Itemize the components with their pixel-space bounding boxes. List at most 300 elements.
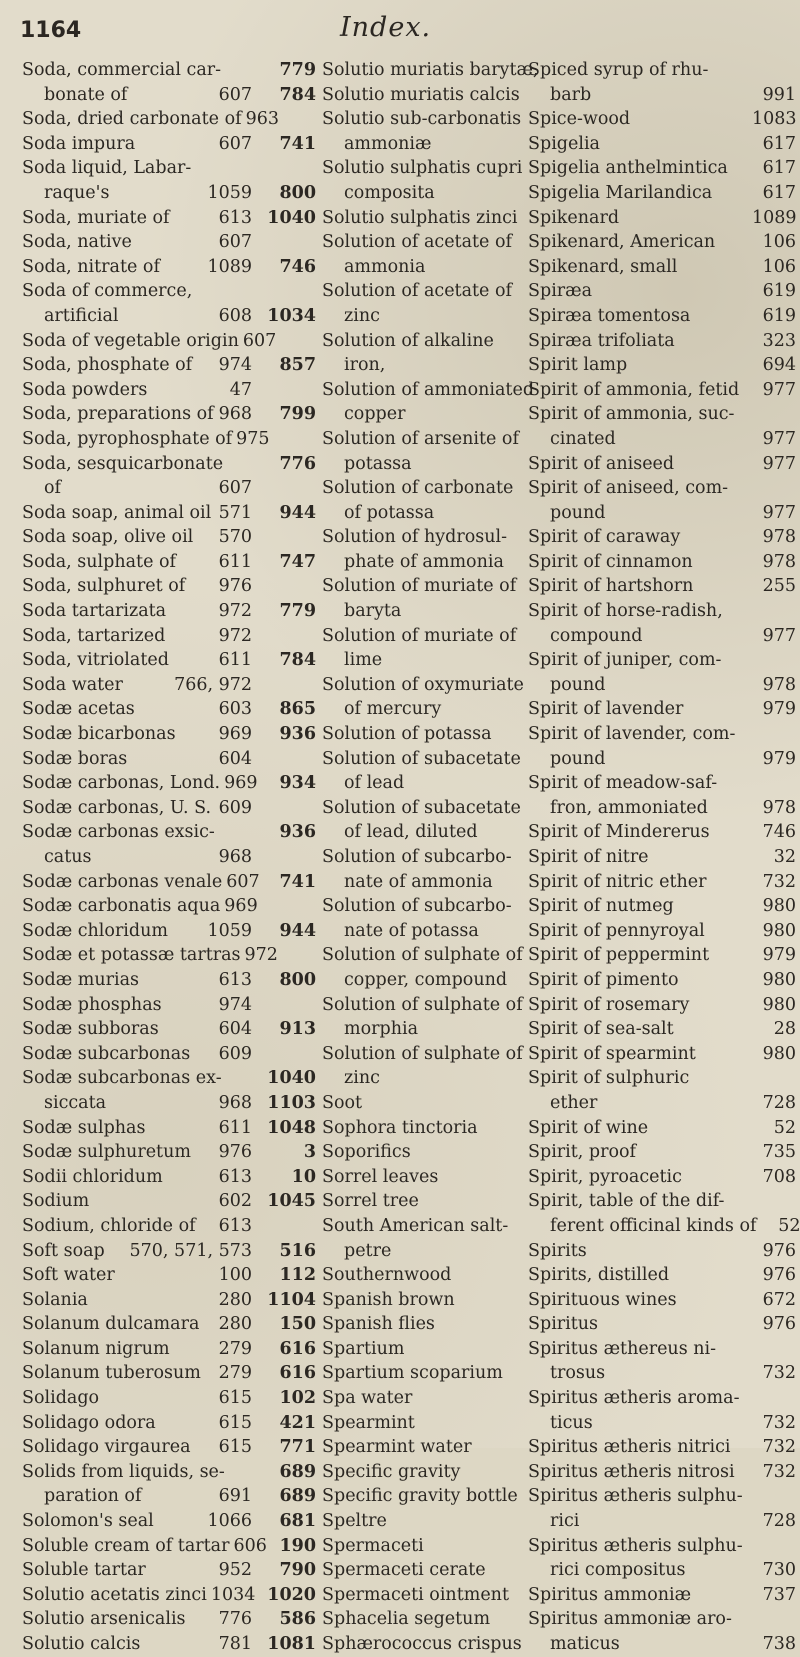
index-term: Solutio muriatis barytæ, <box>322 60 539 80</box>
index-page-ref: 516 <box>279 1240 316 1261</box>
index-page-ref: 968 <box>218 404 252 425</box>
index-term: Spiritus ætheris aroma- <box>528 1388 740 1409</box>
index-entry <box>22 304 252 329</box>
index-entry <box>22 279 252 304</box>
index-entry <box>22 943 278 968</box>
index-term: maticus <box>550 1634 620 1654</box>
index-term: Spiritus <box>528 1314 599 1335</box>
index-term: Spigelia <box>528 133 600 154</box>
index-entry <box>528 1607 796 1632</box>
index-entry <box>22 1534 267 1559</box>
index-term: barb <box>550 84 592 105</box>
index-entry <box>528 402 796 427</box>
index-entry <box>528 648 796 673</box>
index-page-ref: 1089 <box>752 207 797 228</box>
index-entry <box>22 1214 252 1239</box>
index-page-ref: 694 <box>762 355 796 376</box>
index-page-ref: 800 <box>279 969 316 990</box>
index-page-ref: 1083 <box>752 109 797 130</box>
index-page-ref: 746 <box>762 822 796 843</box>
index-page-ref: 613 <box>218 1215 252 1236</box>
index-term: Sodæ subcarbonas ex- <box>22 1068 222 1089</box>
index-entry <box>260 181 522 206</box>
index-entry <box>22 378 252 403</box>
index-page-ref <box>260 747 322 772</box>
index-entry <box>260 1116 522 1141</box>
index-entry <box>528 1484 796 1509</box>
index-entry <box>528 58 796 83</box>
index-page-ref: 976 <box>218 576 252 597</box>
index-term: morphia <box>344 1019 418 1040</box>
index-term: nate of potassa <box>344 920 479 941</box>
index-term: Solanum dulcamara <box>22 1314 200 1335</box>
index-entry <box>22 402 252 427</box>
index-page-ref: 974 <box>218 355 252 376</box>
index-term: baryta <box>344 601 402 622</box>
index-term: Soluble tartar <box>22 1560 146 1581</box>
index-entry <box>22 1042 252 1067</box>
index-page-ref: 979 <box>762 699 796 720</box>
index-entry <box>528 1534 796 1559</box>
index-entry <box>22 1312 252 1337</box>
index-entry <box>22 476 252 501</box>
index-page-ref: 980 <box>762 920 796 941</box>
index-page-ref: 972 <box>244 945 278 966</box>
index-term: rici compositus <box>550 1560 686 1581</box>
index-page-ref <box>752 1386 796 1411</box>
index-entry <box>528 525 796 550</box>
index-entry <box>528 599 796 624</box>
index-entry <box>22 58 252 83</box>
index-entry <box>528 353 796 378</box>
index-term: Solutio sulphatis zinci <box>322 207 518 228</box>
index-entry <box>260 206 522 231</box>
index-page-ref: 604 <box>218 1019 252 1040</box>
index-term: Specific gravity bottle <box>322 1486 518 1507</box>
index-entry <box>260 1386 522 1411</box>
index-entry <box>260 1140 522 1165</box>
index-page-ref: 52 <box>778 1215 800 1236</box>
index-page-ref: 969 <box>224 896 258 917</box>
index-entry <box>260 156 522 181</box>
index-entry <box>260 1239 522 1264</box>
index-entry <box>260 1632 522 1657</box>
index-page-ref: 603 <box>218 699 252 720</box>
index-entry <box>528 1435 796 1460</box>
index-term: South American salt- <box>322 1215 509 1236</box>
index-term: Soda, muriate of <box>22 207 170 228</box>
index-page-ref: 980 <box>762 969 796 990</box>
index-entry <box>22 993 252 1018</box>
index-entry <box>528 1288 796 1313</box>
index-entry <box>528 1411 796 1436</box>
index-page-ref <box>752 1066 796 1091</box>
index-page-ref: 615 <box>218 1437 252 1458</box>
index-term: of lead <box>344 773 405 794</box>
index-page-ref: 672 <box>762 1289 796 1310</box>
index-entry <box>260 919 522 944</box>
index-entry <box>528 1066 796 1091</box>
index-entry <box>528 574 796 599</box>
index-page-ref <box>260 107 322 132</box>
index-term: Sodium, chloride of <box>22 1215 196 1236</box>
index-entry <box>22 648 252 673</box>
index-entry <box>260 845 522 870</box>
index-page-ref <box>260 796 322 821</box>
index-term: pound <box>550 502 606 523</box>
index-entry <box>22 747 252 772</box>
index-entry <box>22 1411 252 1436</box>
index-columns <box>22 58 800 1654</box>
index-page-ref <box>260 845 322 870</box>
index-entry <box>528 1632 796 1657</box>
index-page-ref <box>248 279 252 304</box>
index-page-ref: 3 <box>303 1142 316 1163</box>
index-term: Spirit of juniper, com- <box>528 650 722 671</box>
index-page-ref: 607 <box>218 478 252 499</box>
index-term: Solution of subcarbo- <box>322 847 512 867</box>
index-page-ref: 106 <box>762 232 796 253</box>
index-term: phate of ammonia <box>344 551 504 572</box>
index-page-ref: 1104 <box>267 1289 316 1310</box>
index-entry <box>528 279 796 304</box>
index-page-ref <box>260 525 322 550</box>
index-page-ref: 978 <box>762 527 796 548</box>
index-term: Soot <box>322 1092 363 1113</box>
index-page-ref: 190 <box>279 1535 316 1556</box>
index-entry <box>260 230 522 255</box>
index-page-ref <box>752 1337 796 1362</box>
index-page-ref: 1034 <box>267 305 316 326</box>
index-term: lime <box>344 650 383 671</box>
index-term: Solutio calcis <box>22 1634 141 1654</box>
index-page-ref: 738 <box>762 1634 796 1654</box>
index-page-ref: 689 <box>279 1486 316 1507</box>
index-page-ref: 732 <box>762 1412 796 1433</box>
index-page-ref: 255 <box>762 576 796 597</box>
index-term: Spermaceti cerate <box>322 1560 486 1581</box>
index-entry <box>22 968 252 993</box>
index-term: Spirit of aniseed, com- <box>528 478 729 499</box>
running-title: Index. <box>340 12 432 43</box>
index-page-ref: 607 <box>242 330 277 351</box>
index-page-ref: 323 <box>762 330 796 351</box>
index-entry <box>260 599 522 624</box>
index-term: Spiritus ammoniæ aro- <box>528 1609 732 1630</box>
index-term: Spiritus ætheris sulphu- <box>528 1486 743 1507</box>
index-entry <box>260 550 522 575</box>
index-entry <box>528 1189 796 1214</box>
index-page-ref: 708 <box>762 1166 796 1187</box>
index-entry <box>22 796 252 821</box>
index-entry <box>528 1460 796 1485</box>
index-page-ref: 1045 <box>267 1191 316 1212</box>
index-term: Sodæ carbonas, Lond. <box>22 773 221 794</box>
index-term: Spanish brown <box>322 1289 455 1310</box>
index-entry <box>260 894 522 919</box>
index-entry <box>260 476 522 501</box>
index-term: Spirit of ammonia, fetid <box>528 379 740 400</box>
index-page-ref: 741 <box>279 133 316 154</box>
index-entry <box>528 329 796 354</box>
index-page-ref: 732 <box>762 1363 796 1384</box>
index-entry <box>260 107 522 132</box>
index-page-ref: 979 <box>762 945 796 966</box>
index-entry <box>528 378 796 403</box>
index-term: Solution of muriate of <box>322 625 517 646</box>
index-term: Solution of subacetate <box>322 797 521 818</box>
index-term: fron, ammoniated <box>550 797 708 818</box>
index-entry <box>528 722 796 747</box>
index-page-ref: 979 <box>762 748 796 769</box>
index-term: Solution of muriate of <box>322 576 517 597</box>
index-page-ref: 691 <box>218 1486 252 1507</box>
index-entry <box>260 673 522 698</box>
index-term: Sodium <box>22 1191 90 1212</box>
index-entry <box>260 525 522 550</box>
index-page-ref: 735 <box>762 1142 796 1163</box>
index-page-ref <box>260 1042 322 1067</box>
index-page-ref: 616 <box>279 1338 316 1359</box>
index-page-ref: 617 <box>762 133 796 154</box>
index-page-ref: 112 <box>279 1265 316 1286</box>
index-page-ref: 963 <box>245 109 279 130</box>
index-page-ref <box>260 230 322 255</box>
index-entry <box>22 894 258 919</box>
index-term: Solutio sulphatis cupri <box>322 158 523 179</box>
index-entry <box>22 132 252 157</box>
index-page-ref: 781 <box>218 1634 252 1654</box>
index-term: Spirit of wine <box>528 1117 649 1138</box>
index-entry <box>22 1189 252 1214</box>
index-term: Spirits, distilled <box>528 1265 670 1286</box>
index-entry <box>528 476 796 501</box>
index-term: Solidago <box>22 1388 100 1409</box>
index-page-ref <box>248 58 252 83</box>
index-term: Spa water <box>322 1388 413 1409</box>
index-term: Soda, preparations of <box>22 404 214 425</box>
index-page-ref: 936 <box>279 822 316 843</box>
index-term: iron, <box>344 355 386 376</box>
index-term: Solutio sub-carbonatis <box>322 109 522 130</box>
index-term: Spikenard, American <box>528 232 716 253</box>
index-term: rici <box>550 1511 580 1532</box>
index-page-ref: 913 <box>279 1019 316 1040</box>
index-entry <box>22 1239 252 1264</box>
index-term: Sorrel tree <box>322 1191 419 1212</box>
index-page-ref: 613 <box>218 969 252 990</box>
index-term: Soda of commerce, <box>22 281 193 302</box>
index-page-ref: 619 <box>762 281 796 302</box>
index-page-ref: 616 <box>279 1363 316 1384</box>
index-term: Spirit of lavender, com- <box>528 724 736 745</box>
index-entry <box>260 771 522 796</box>
index-page-ref: 976 <box>762 1265 796 1286</box>
index-page-ref: 776 <box>218 1609 252 1630</box>
index-entry <box>22 501 252 526</box>
index-entry <box>260 1091 522 1116</box>
index-page-ref: 968 <box>218 1092 252 1113</box>
index-entry <box>22 1091 252 1116</box>
index-term: Spirits <box>528 1240 587 1261</box>
index-entry <box>260 1337 522 1362</box>
index-entry <box>528 1140 796 1165</box>
index-page-ref <box>260 378 322 403</box>
index-term: Spirit of nutmeg <box>528 896 674 917</box>
index-term: Spirit of meadow-saf- <box>528 773 718 794</box>
index-term: Solution of sulphate of <box>322 1043 523 1064</box>
index-entry <box>22 1165 252 1190</box>
index-page-ref: 732 <box>762 1461 796 1482</box>
index-entry <box>22 329 277 354</box>
index-term: Southernwood <box>322 1265 452 1286</box>
index-page-ref: 771 <box>279 1437 316 1458</box>
index-page-ref: 784 <box>279 84 316 105</box>
index-entry <box>260 697 522 722</box>
index-page-ref: 279 <box>218 1363 252 1384</box>
index-page-ref: 613 <box>218 207 252 228</box>
index-entry <box>22 1361 252 1386</box>
index-term: Spikenard, small <box>528 256 678 277</box>
index-entry <box>22 599 252 624</box>
index-term: Spigelia anthelmintica <box>528 158 728 179</box>
index-page-ref: 969 <box>218 724 252 745</box>
index-term: copper <box>344 404 406 425</box>
index-entry <box>22 255 252 280</box>
index-page-ref: 972 <box>218 601 252 622</box>
index-term: of lead, diluted <box>344 822 478 843</box>
index-entry <box>260 1361 522 1386</box>
index-page-ref <box>260 1214 322 1239</box>
index-page-ref: 47 <box>229 379 252 400</box>
index-page-ref: 728 <box>762 1092 796 1113</box>
index-entry <box>260 968 522 993</box>
index-term: Soporifics <box>322 1142 411 1163</box>
index-entry <box>528 427 796 452</box>
index-entry <box>22 1017 252 1042</box>
index-term: Spiritus ætheris sulphu- <box>528 1535 743 1556</box>
index-page-ref: 1103 <box>267 1092 316 1113</box>
index-term: Soda powders <box>22 379 148 400</box>
index-term: Spice-wood <box>528 109 631 130</box>
index-page-ref: 976 <box>762 1240 796 1261</box>
index-page-ref <box>248 1066 252 1091</box>
index-page-ref <box>248 156 252 181</box>
index-page-ref: 991 <box>762 84 796 105</box>
index-term: Spirit, proof <box>528 1142 637 1163</box>
index-entry <box>260 1312 522 1337</box>
index-term: Spearmint water <box>322 1437 472 1458</box>
index-term: ferent officinal kinds of <box>550 1215 757 1236</box>
index-page-ref: 944 <box>279 920 316 941</box>
index-entry <box>260 722 522 747</box>
index-entry <box>22 845 252 870</box>
index-term: Spirituous wines <box>528 1289 677 1310</box>
index-entry <box>528 747 796 772</box>
index-entry <box>260 329 522 354</box>
index-entry <box>22 1583 256 1608</box>
index-term: Solidago virgaurea <box>22 1437 191 1458</box>
index-page-ref: 978 <box>762 674 796 695</box>
index-page-ref: 1020 <box>267 1584 316 1605</box>
index-term: Speltre <box>322 1511 387 1532</box>
index-page-ref: 607 <box>226 871 260 892</box>
index-page-ref: 980 <box>762 994 796 1015</box>
index-entry <box>22 1435 252 1460</box>
index-entry <box>260 255 522 280</box>
index-term: Sphacelia segetum <box>322 1609 491 1630</box>
page-header <box>0 8 800 48</box>
index-term: Solution of potassa <box>322 724 492 745</box>
index-term: Soda, nitrate of <box>22 256 160 277</box>
index-page-ref <box>260 476 322 501</box>
index-page-ref: 779 <box>279 601 316 622</box>
index-page-ref: 615 <box>218 1388 252 1409</box>
index-term: Spirit of peppermint <box>528 945 710 966</box>
index-entry <box>528 968 796 993</box>
index-entry <box>260 1165 522 1190</box>
index-page-ref: 732 <box>762 871 796 892</box>
index-entry <box>528 1017 796 1042</box>
index-page-ref <box>260 156 322 181</box>
index-term: Spirit of rosemary <box>528 994 690 1015</box>
index-entry <box>528 1509 796 1534</box>
index-entry <box>260 1484 522 1509</box>
index-entry <box>528 1361 796 1386</box>
index-term: Sodæ phosphas <box>22 994 162 1015</box>
index-term: Spirit of spearmint <box>528 1043 696 1064</box>
index-term: Spirit of caraway <box>528 527 681 548</box>
index-term: Spanish flies <box>322 1314 435 1335</box>
index-term: Spiritus ætheris nitrici <box>528 1437 731 1458</box>
index-page-ref <box>260 894 322 919</box>
index-entry <box>260 1189 522 1214</box>
index-page-ref: 421 <box>279 1412 316 1433</box>
index-term: Solution of subcarbo- <box>322 896 512 917</box>
index-term: Solution of alkaline <box>322 330 494 351</box>
index-page-ref: 934 <box>279 773 316 794</box>
index-page-ref: 737 <box>762 1584 796 1605</box>
index-entry <box>260 1534 522 1559</box>
index-term: Spirit of aniseed <box>528 453 675 474</box>
index-term: ammoniæ <box>344 133 432 154</box>
index-page-ref: 611 <box>218 650 252 671</box>
index-page-ref: 857 <box>279 355 316 376</box>
index-term: Sodæ et potassæ tartras <box>22 945 241 966</box>
index-term: Solution of ammoniated <box>322 379 535 400</box>
index-entry <box>528 304 796 329</box>
index-entry <box>22 1558 252 1583</box>
index-entry <box>22 550 252 575</box>
index-entry <box>528 894 796 919</box>
index-entry <box>528 673 796 698</box>
index-term: Sodæ carbonas, U. S. <box>22 797 212 818</box>
index-page-ref: 972 <box>218 625 252 646</box>
index-term: Sodæ carbonas venale <box>22 871 223 892</box>
index-entry <box>528 230 796 255</box>
index-term: Solutio acetatis zinci <box>22 1584 207 1605</box>
index-term: Soft water <box>22 1265 115 1286</box>
index-entry <box>528 1165 796 1190</box>
index-page-ref <box>260 624 322 649</box>
index-page-ref: 980 <box>762 896 796 917</box>
index-entry <box>22 1509 252 1534</box>
index-entry <box>260 132 522 157</box>
index-page-ref <box>248 1460 252 1485</box>
index-term: Soda, sulphate of <box>22 551 177 572</box>
index-column-right <box>528 58 800 1657</box>
index-term: Soluble cream of tartar <box>22 1535 230 1556</box>
